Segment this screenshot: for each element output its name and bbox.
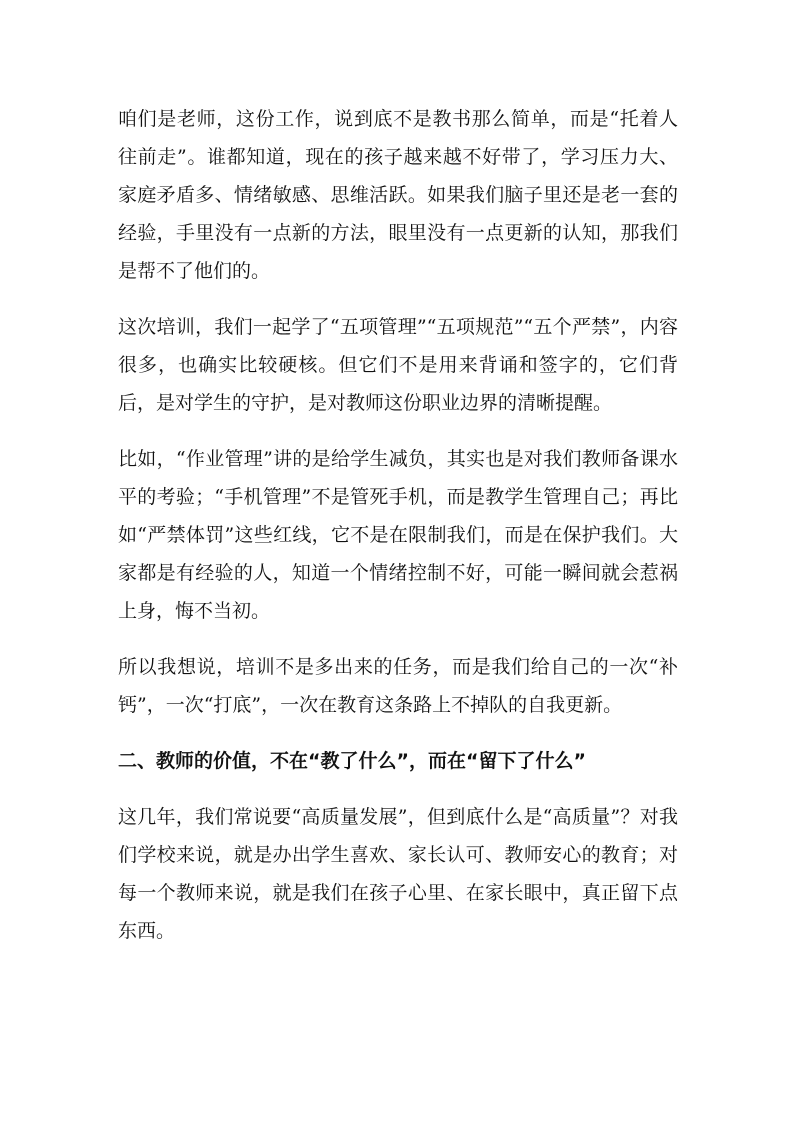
paragraph-gap [118, 630, 678, 648]
paragraph-4: 所以我想说，培训不是多出来的任务，而是我们给自己的一次“补钙”，一次“打底”，一次在教育这条路上不掉队的自我更新。 [118, 656, 678, 716]
paragraph-5: 这几年，我们常说要“高质量发展”，但到底什么是“高质量”？对我们学校来说，就是办出学生喜欢、家长认可、教师安心的教育；对每一个教师来说，就是我们在孩子心里、在家长眼中，真正留下点东西。 [118, 806, 678, 942]
document-page [118, 100, 678, 950]
paragraph-2: 这次培训，我们一起学了“五项管理”“五项规范”“五个严禁”，内容很多，也确实比较硬核。但它们不是用来背诵和签字的，它们背后，是对学生的守护，是对教师这份职业边界的清晰提醒。 [118, 316, 678, 414]
paragraph-gap [118, 422, 678, 440]
paragraph-gap [118, 290, 678, 308]
paragraph-3: 比如，“作业管理”讲的是给学生减负，其实也是对我们教师备课水平的考验；“手机管理”不是管死手机，而是教学生管理自己；再比如“严禁体罚”这些红线，它不是在限制我们，而是在保护我们。大家都是有经验的人，知道一个情绪控制不好，可能一瞬间就会惹祸上身，悔不当初。 [118, 448, 678, 622]
section-heading: 二、教师的价值，不在“教了什么”，而在“留下了什么” [118, 750, 586, 772]
paragraph-gap [118, 780, 678, 798]
paragraph-gap [118, 724, 678, 742]
paragraph-1: 咱们是老师，这份工作，说到底不是教书那么简单，而是“托着人往前走”。谁都知道，现在的孩子越来越不好带了，学习压力大、家庭矛盾多、情绪敏感、思维活跃。如果我们脑子里还是老一套的经验，手里没有一点新的方法，眼里没有一点更新的认知，那我们是帮不了他们的。 [118, 108, 678, 282]
